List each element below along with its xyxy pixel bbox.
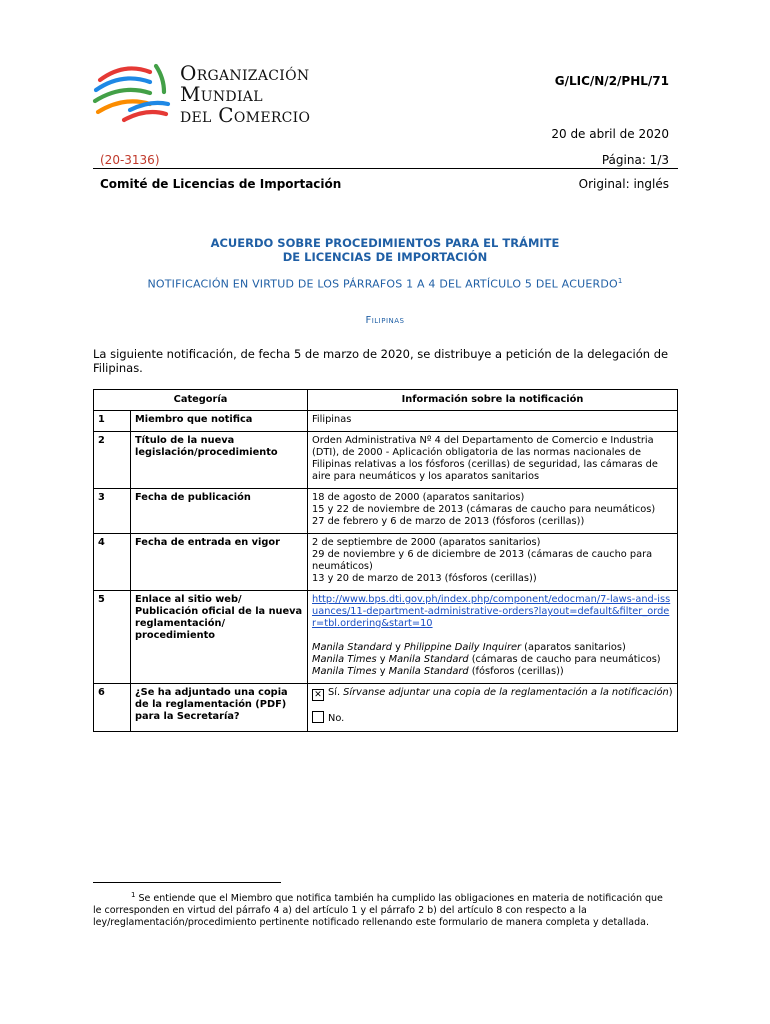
notifying-country: Filipinas <box>365 315 405 326</box>
publication-line <box>312 666 673 678</box>
intro-paragraph: La siguiente notificación, de fecha 5 de marzo de 2020, se distribuye a petición de la delegación de Filipinas. <box>93 347 669 375</box>
publication-name: Philippine Daily Inquirer <box>404 642 522 653</box>
notification-title <box>0 277 770 291</box>
info-line: Filipinas <box>312 414 352 425</box>
yes-label: Sí. <box>328 687 341 698</box>
footnote-divider <box>93 882 281 883</box>
publication-name: Manila Standard <box>388 666 469 677</box>
yes-option <box>312 687 673 701</box>
footnote-mark: 1 <box>131 891 136 899</box>
wto-logo-icon <box>90 58 174 128</box>
info-line: 13 y 20 de marzo de 2013 (fósforos (cerillas)) <box>312 573 537 584</box>
row-number: 6 <box>94 684 131 732</box>
no-option <box>312 711 673 725</box>
table-row <box>94 411 678 432</box>
row-category: Enlace al sitio web/ Publicación oficial de la nueva reglamentación/ procedimiento <box>131 591 308 684</box>
conjunction: y <box>376 654 389 665</box>
agreement-title-line1: ACUERDO SOBRE PROCEDIMIENTOS PARA EL TRÁMITE <box>210 236 560 250</box>
table-row <box>94 684 678 732</box>
row-info <box>308 534 678 591</box>
publication-note: (aparatos sanitarios) <box>521 642 626 653</box>
row-info <box>308 489 678 534</box>
yes-close: ) <box>668 687 673 698</box>
no-checkbox[interactable] <box>312 711 324 723</box>
row-info <box>308 411 678 432</box>
document-reference: (20-3136) <box>100 153 160 167</box>
document-symbol: G/LIC/N/2/PHL/71 <box>554 74 669 88</box>
org-name-line1: Organización <box>180 61 310 85</box>
footnote-reference[interactable]: 1 <box>617 277 623 285</box>
footnote-text: Se entiende que el Miembro que notifica también ha cumplido las obligaciones en materia de notificación que le corresponden en virtud del párrafo 4 a) del artículo 1 y el párrafo 2 b) del artículo 8 con respecto a la ley/reglamentación/procedimiento pertinente notificado rellenando este formulario de manera completa y detallada. <box>93 893 663 929</box>
row-info <box>308 684 678 732</box>
footnote <box>93 889 668 929</box>
info-line: 18 de agosto de 2000 (aparatos sanitarios) <box>312 492 525 503</box>
table-row <box>94 489 678 534</box>
notification-table <box>93 389 678 732</box>
row-number: 3 <box>94 489 131 534</box>
conjunction: y <box>391 642 404 653</box>
org-name-line2: Mundial <box>180 82 263 106</box>
publication-name: Manila Standard <box>388 654 469 665</box>
column-header-info: Información sobre la notificación <box>308 390 678 411</box>
publication-name: Manila Times <box>312 666 377 677</box>
publication-name: Manila Standard <box>312 642 392 653</box>
publication-note: (fósforos (cerillas)) <box>468 666 564 677</box>
conjunction: y <box>376 666 389 677</box>
info-line: 27 de febrero y 6 de marzo de 2013 (fósforos (cerillas)) <box>312 516 585 527</box>
info-line: Orden Administrativa Nº 4 del Departamento de Comercio e Industria (DTI), de 2000 - Aplicación obligatoria de las normas nacionales de Filipinas relativas a los fósforos (cerillas) de seguridad, las cámaras de aire para neumáticos y los aparatos sanitarios <box>312 435 658 482</box>
document-date: 20 de abril de 2020 <box>551 127 669 141</box>
yes-checkbox[interactable]: ✕ <box>312 689 324 701</box>
row-category: Fecha de entrada en vigor <box>131 534 308 591</box>
row-number: 1 <box>94 411 131 432</box>
organization-name <box>180 63 310 126</box>
table-row <box>94 591 678 684</box>
table-row <box>94 534 678 591</box>
original-language: Original: inglés <box>578 177 669 191</box>
notification-title-text: NOTIFICACIÓN EN VIRTUD DE LOS PÁRRAFOS 1 A 4 DEL ARTÍCULO 5 DEL ACUERDO <box>147 277 618 291</box>
committee-name: Comité de Licencias de Importación <box>100 177 342 191</box>
info-line: 15 y 22 de noviembre de 2013 (cámaras de caucho para neumáticos) <box>312 504 656 515</box>
publication-line <box>312 642 673 654</box>
column-header-category: Categoría <box>94 390 308 411</box>
publication-line <box>312 654 673 666</box>
table-row <box>94 432 678 489</box>
table-header-row <box>94 390 678 411</box>
header-divider <box>93 168 678 169</box>
row-number: 4 <box>94 534 131 591</box>
page-number: Página: 1/3 <box>601 153 669 167</box>
org-name-line3: del Comercio <box>180 103 311 127</box>
row-category: ¿Se ha adjuntado una copia de la reglamentación (PDF) para la Secretaría? <box>131 684 308 732</box>
row-category: Miembro que notifica <box>131 411 308 432</box>
row-number: 2 <box>94 432 131 489</box>
row-category: Fecha de publicación <box>131 489 308 534</box>
info-line: 29 de noviembre y 6 de diciembre de 2013 (cámaras de caucho para neumáticos) <box>312 549 653 572</box>
regulation-link[interactable]: http://www.bps.dti.gov.ph/index.php/component/edocman/7-laws-and-issuances/11-department-administrative-orders?layout=default&filter_order=tbl.ordering&start=10 <box>312 594 671 629</box>
row-info <box>308 432 678 489</box>
row-info <box>308 591 678 684</box>
no-label: No. <box>328 713 345 724</box>
row-number: 5 <box>94 591 131 684</box>
yes-note: Sírvanse adjuntar una copia de la reglamentación a la notificación <box>340 687 669 698</box>
info-line: 2 de septiembre de 2000 (aparatos sanitarios) <box>312 537 541 548</box>
agreement-title-line2: DE LICENCIAS DE IMPORTACIÓN <box>282 250 488 264</box>
row-category: Título de la nueva legislación/procedimiento <box>131 432 308 489</box>
publication-note: (cámaras de caucho para neumáticos) <box>468 654 661 665</box>
publication-name: Manila Times <box>312 654 377 665</box>
